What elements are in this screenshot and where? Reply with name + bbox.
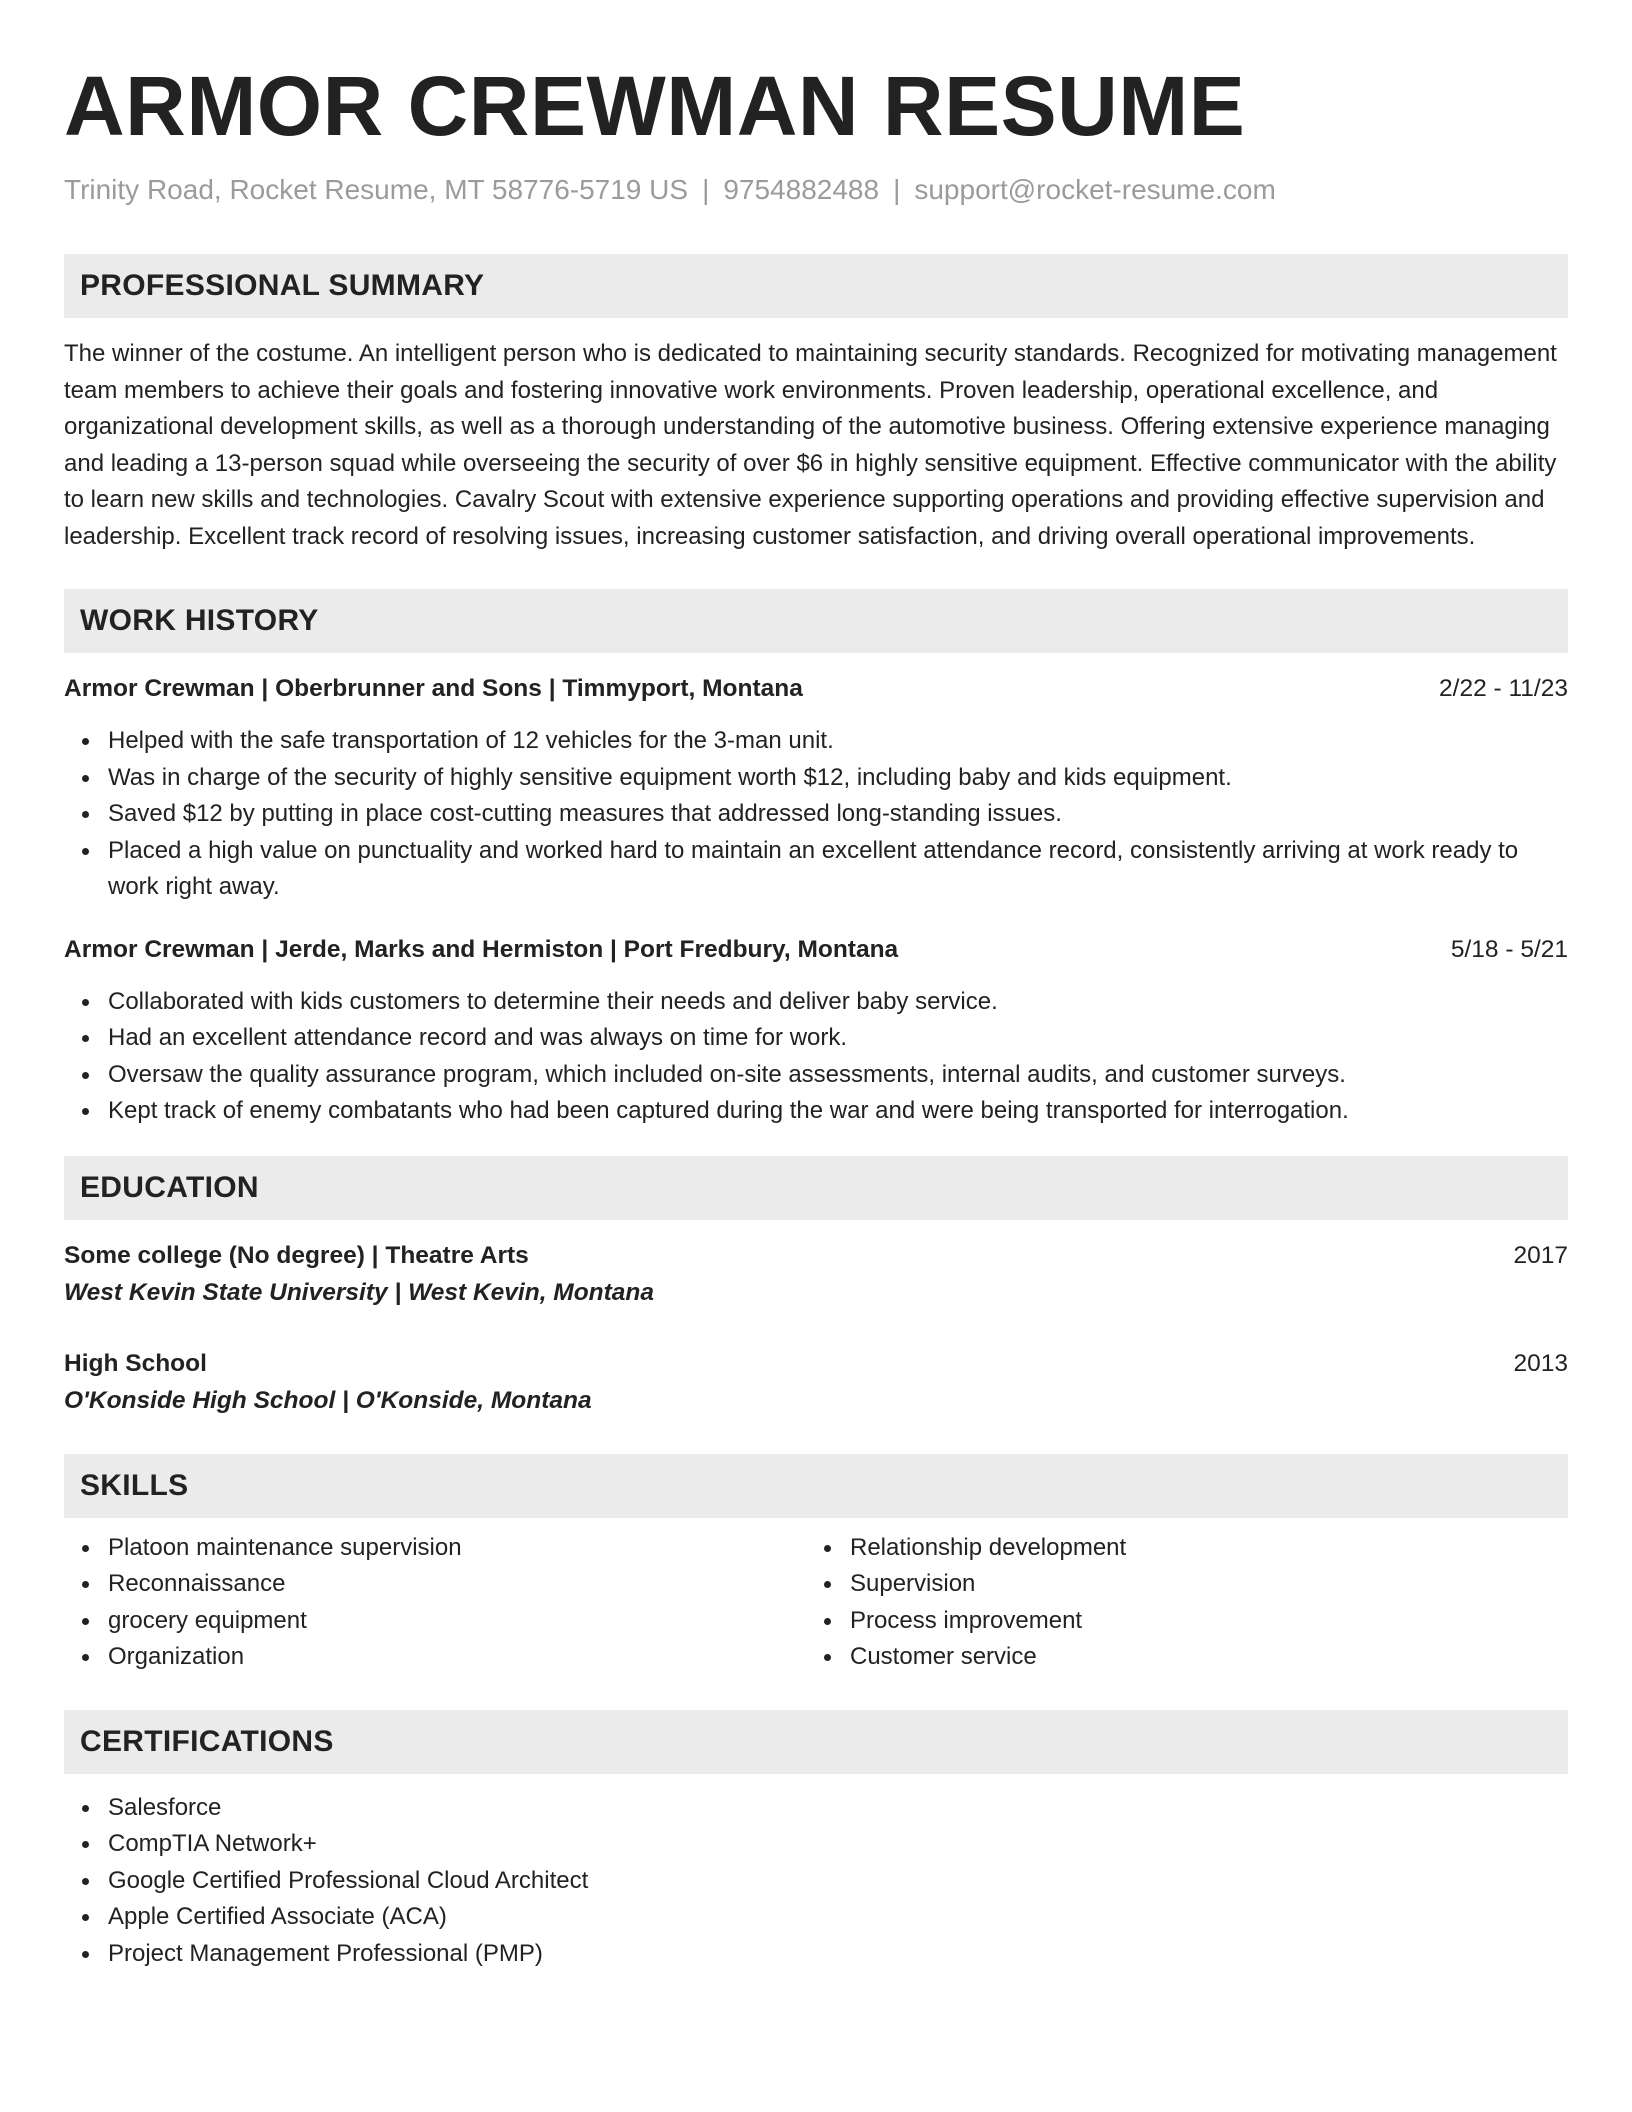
job-title: Armor Crewman | Jerde, Marks and Hermiston | Port Fredbury, Montana [64,935,899,963]
education-year: 2017 [1513,1241,1568,1269]
education-title: High School [64,1349,207,1377]
list-item: Collaborated with kids customers to determine their needs and deliver baby service. [64,984,1568,1021]
contact-address: Trinity Road, Rocket Resume, MT 58776-5719 US [64,174,689,205]
education-school: West Kevin State University | West Kevin, Montana [64,1278,655,1306]
section-heading-summary: PROFESSIONAL SUMMARY [64,254,1568,318]
contact-email: support@rocket-resume.com [914,174,1276,205]
list-item: Was in charge of the security of highly sensitive equipment worth $12, including baby and kids equipment. [64,760,1568,797]
skill-item: Relationship development [806,1530,1548,1567]
education-header [64,1238,1568,1274]
skill-item: Reconnaissance [64,1566,806,1603]
skill-item: Supervision [806,1566,1548,1603]
summary-text: The winner of the costume. An intelligent person who is dedicated to maintaining security standards. Recognized for motivating management team members to achieve their goals and fostering innovative work environments. Proven leadership, operational excellence, and organizational development skills, as well as a thorough understanding of the automotive business. Offering extensive experience managing and leading a 13-person squad while overseeing the security of over $6 in highly sensitive equipment. Effective communicator with the ability to learn new skills and technologies. Cavalry Scout with extensive experience supporting operations and providing effective supervision and leadership. Excellent track record of resolving issues, increasing customer satisfaction, and driving overall operational improvements. [64,340,1557,550]
education-year: 2013 [1513,1349,1568,1377]
contact-line [64,172,1568,208]
section-heading-work-history: WORK HISTORY [64,589,1568,653]
list-item: Helped with the safe transportation of 12 vehicles for the 3-man unit. [64,723,1568,760]
education-title: Some college (No degree) | Theatre Arts [64,1241,529,1269]
skills-right-column [806,1530,1548,1676]
job-header [64,671,1568,707]
job-bullets [64,984,1568,1130]
certification-item: Google Certified Professional Cloud Architect [64,1863,1568,1900]
education-entry [64,1346,1568,1420]
section-heading-certifications: CERTIFICATIONS [64,1710,1568,1774]
job-title: Armor Crewman | Oberbrunner and Sons | Timmyport, Montana [64,675,803,702]
list-item: Had an excellent attendance record and was always on time for work. [64,1020,1568,1057]
job-bullets [64,723,1568,906]
contact-separator: | [893,174,901,205]
certification-item: CompTIA Network+ [64,1826,1568,1863]
job-dates: 2/22 - 11/23 [1439,675,1568,702]
certification-item: Apple Certified Associate (ACA) [64,1899,1568,1936]
list-item: Kept track of enemy combatants who had been captured during the war and were being transported for interrogation. [64,1093,1568,1130]
job-dates: 5/18 - 5/21 [1450,935,1568,963]
contact-phone: 9754882488 [723,174,880,205]
certification-item: Project Management Professional (PMP) [64,1936,1568,1973]
skill-item: Process improvement [806,1603,1548,1640]
section-heading-skills: SKILLS [64,1454,1568,1518]
skill-item: Platoon maintenance supervision [64,1530,806,1567]
certifications-list [64,1790,1568,1973]
education-entry [64,1238,1568,1312]
contact-separator: | [702,174,710,205]
resume-title: ARMOR CREWMAN RESUME [64,59,1246,153]
job-entry [64,932,1568,1130]
list-item: Saved $12 by putting in place cost-cutting measures that addressed long-standing issues. [64,796,1568,833]
job-entry [64,671,1568,906]
list-item: Oversaw the quality assurance program, which included on-site assessments, internal audits, and customer surveys. [64,1057,1568,1094]
certification-item: Salesforce [64,1790,1568,1827]
skills-left-column [64,1530,806,1676]
skills-columns [64,1530,1568,1676]
skill-item: grocery equipment [64,1603,806,1640]
education-header [64,1346,1568,1382]
skill-item: Customer service [806,1639,1548,1676]
list-item: Placed a high value on punctuality and worked hard to maintain an excellent attendance record, consistently arriving at work ready to work right away. [64,833,1568,906]
skill-item: Organization [64,1639,806,1676]
education-school: O'Konside High School | O'Konside, Montana [64,1386,592,1414]
section-heading-education: EDUCATION [64,1156,1568,1220]
job-header [64,932,1568,968]
